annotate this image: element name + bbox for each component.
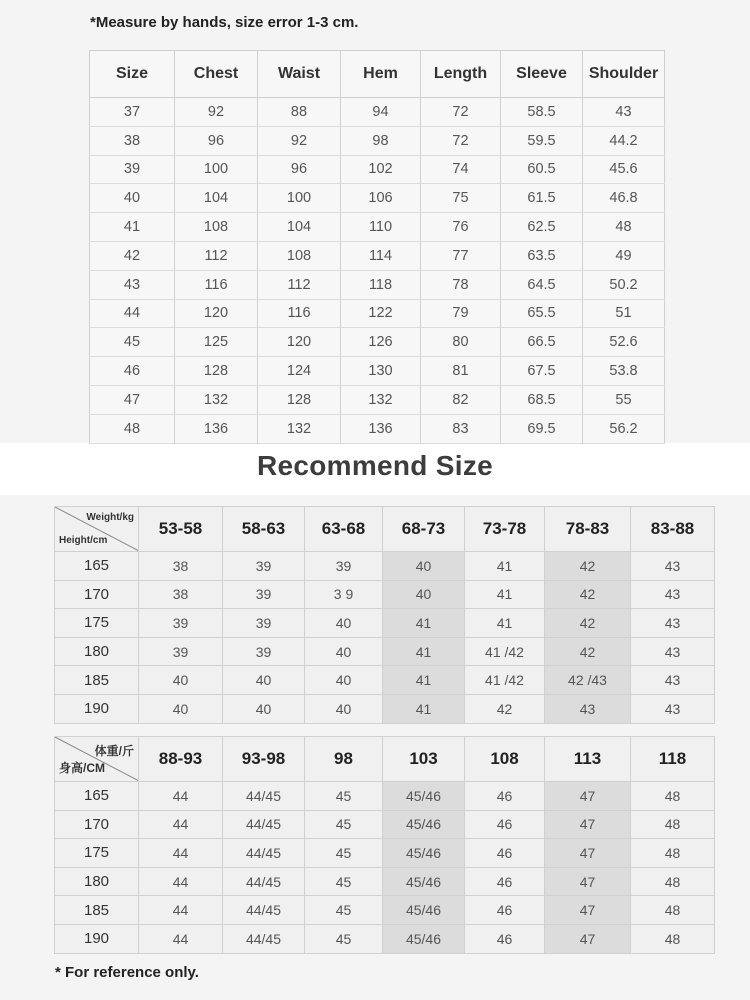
measure-note: *Measure by hands, size error 1-3 cm. [90,14,359,31]
recommend-cell: 45 [305,782,383,811]
size-table-cell: 94 [341,98,421,127]
size-table-cell: 46 [90,357,175,386]
recommend-table-jin-header-row [55,737,715,782]
size-table-cell: 83 [421,414,501,443]
size-table-row [90,155,665,184]
recommend-cell: 44/45 [223,782,305,811]
size-table-cell: 100 [175,155,258,184]
recommend-cell: 44 [139,867,223,896]
size-table-cell: 106 [341,184,421,213]
size-table-cell: 68.5 [501,385,583,414]
weight-header: 78-83 [545,507,631,552]
weight-header: 88-93 [139,737,223,782]
recommend-cell: 46 [465,782,545,811]
size-table-cell: 114 [341,241,421,270]
weight-header: 98 [305,737,383,782]
size-table-cell: 132 [258,414,341,443]
recommend-cell: 45/46 [383,839,465,868]
size-table-cell: 44 [90,299,175,328]
recommend-cell: 42 [465,694,545,723]
size-table [89,50,665,444]
size-table-cell: 38 [90,126,175,155]
size-table-cell: 58.5 [501,98,583,127]
recommend-cell: 43 [631,552,715,581]
weight-header: 103 [383,737,465,782]
size-table-cell: 130 [341,357,421,386]
size-table-cell: 120 [175,299,258,328]
size-table-cell: 50.2 [583,270,665,299]
recommend-cell: 48 [631,810,715,839]
size-table-cell: 63.5 [501,241,583,270]
recommend-cell: 44 [139,810,223,839]
height-row-head: 175 [55,609,139,638]
recommend-cell: 39 [223,580,305,609]
size-table-cell: 65.5 [501,299,583,328]
recommend-cell: 41 [383,609,465,638]
weight-header: 118 [631,737,715,782]
size-table-cell: 40 [90,184,175,213]
recommend-row [55,694,715,723]
recommend-cell: 44/45 [223,924,305,953]
size-table-row [90,385,665,414]
recommend-cell: 44 [139,896,223,925]
size-table-cell: 43 [90,270,175,299]
height-row-head: 190 [55,694,139,723]
size-table-row [90,414,665,443]
table-corner-cell [55,737,139,782]
size-table-cell: 82 [421,385,501,414]
weight-header: 68-73 [383,507,465,552]
recommend-row [55,810,715,839]
recommend-cell: 40 [139,694,223,723]
recommend-cell: 40 [139,666,223,695]
header-chest: Chest [175,51,258,98]
size-table-cell: 69.5 [501,414,583,443]
size-table-cell: 136 [175,414,258,443]
recommend-cell: 39 [223,552,305,581]
size-table-cell: 132 [175,385,258,414]
size-table-cell: 112 [175,241,258,270]
height-row-head: 185 [55,896,139,925]
size-table-cell: 128 [258,385,341,414]
size-table-row [90,241,665,270]
size-table-cell: 55 [583,385,665,414]
recommend-cell: 39 [139,609,223,638]
recommend-cell: 44 [139,782,223,811]
recommend-row [55,637,715,666]
size-table-row [90,98,665,127]
recommend-cell: 45 [305,867,383,896]
size-table-cell: 48 [583,213,665,242]
weight-header: 63-68 [305,507,383,552]
recommend-cell: 47 [545,810,631,839]
recommend-cell: 45 [305,924,383,953]
size-table-cell: 51 [583,299,665,328]
size-table-cell: 59.5 [501,126,583,155]
size-table-cell: 132 [341,385,421,414]
height-row-head: 165 [55,552,139,581]
size-table-cell: 39 [90,155,175,184]
recommend-row [55,839,715,868]
corner-weight-label: 体重/斤 [94,744,134,758]
recommend-cell: 39 [223,637,305,666]
recommend-cell: 47 [545,924,631,953]
height-row-head: 180 [55,637,139,666]
recommend-cell: 38 [139,552,223,581]
recommend-cell: 41 /42 [465,666,545,695]
size-table-cell: 49 [583,241,665,270]
size-table-cell: 126 [341,328,421,357]
size-table-cell: 96 [258,155,341,184]
size-table-cell: 41 [90,213,175,242]
recommend-cell: 45 [305,810,383,839]
size-table-row [90,357,665,386]
recommend-cell: 43 [545,694,631,723]
size-table-cell: 100 [258,184,341,213]
height-row-head: 190 [55,924,139,953]
size-table-cell: 42 [90,241,175,270]
header-sleeve: Sleeve [501,51,583,98]
recommend-row [55,896,715,925]
size-table-cell: 52.6 [583,328,665,357]
recommend-cell: 41 [465,580,545,609]
size-table-cell: 67.5 [501,357,583,386]
size-table-cell: 56.2 [583,414,665,443]
recommend-cell: 46 [465,896,545,925]
size-table-cell: 108 [175,213,258,242]
recommend-cell: 38 [139,580,223,609]
recommend-cell: 3 9 [305,580,383,609]
recommend-cell: 41 /42 [465,637,545,666]
recommend-cell: 42 /43 [545,666,631,695]
recommend-cell: 43 [631,694,715,723]
size-table-cell: 44.2 [583,126,665,155]
recommend-cell: 45 [305,896,383,925]
recommend-size-title: Recommend Size [256,450,494,481]
size-table-row [90,270,665,299]
weight-header: 73-78 [465,507,545,552]
header-hem: Hem [341,51,421,98]
recommend-table-jin [54,736,715,954]
recommend-cell: 45 [305,839,383,868]
recommend-cell: 41 [465,609,545,638]
size-table-row [90,299,665,328]
size-table-cell: 88 [258,98,341,127]
recommend-row [55,552,715,581]
recommend-cell: 39 [139,637,223,666]
recommend-cell: 45/46 [383,867,465,896]
height-row-head: 170 [55,580,139,609]
recommend-cell: 40 [305,666,383,695]
size-table-cell: 112 [258,270,341,299]
recommend-cell: 44 [139,924,223,953]
size-table-cell: 78 [421,270,501,299]
height-row-head: 165 [55,782,139,811]
recommend-cell: 44/45 [223,896,305,925]
table-corner-cell [55,507,139,552]
recommend-cell: 40 [383,552,465,581]
recommend-cell: 43 [631,609,715,638]
recommend-cell: 42 [545,637,631,666]
size-table-cell: 79 [421,299,501,328]
recommend-cell: 44/45 [223,810,305,839]
size-table-cell: 76 [421,213,501,242]
weight-header: 83-88 [631,507,715,552]
recommend-cell: 44/45 [223,867,305,896]
size-table-row [90,328,665,357]
recommend-cell: 39 [223,609,305,638]
recommend-cell: 40 [223,666,305,695]
size-table-cell: 37 [90,98,175,127]
size-table-cell: 43 [583,98,665,127]
size-table-row [90,213,665,242]
size-table-cell: 66.5 [501,328,583,357]
corner-height-label: 身高/CM [59,761,105,775]
recommend-cell: 39 [305,552,383,581]
recommend-cell: 47 [545,896,631,925]
weight-header: 108 [465,737,545,782]
size-table-cell: 61.5 [501,184,583,213]
size-table-cell: 116 [258,299,341,328]
size-table-cell: 48 [90,414,175,443]
size-table-cell: 64.5 [501,270,583,299]
size-table-cell: 45 [90,328,175,357]
recommend-cell: 41 [383,637,465,666]
size-table-cell: 45.6 [583,155,665,184]
size-table-cell: 47 [90,385,175,414]
recommend-cell: 48 [631,782,715,811]
recommend-cell: 40 [305,609,383,638]
size-table-cell: 96 [175,126,258,155]
recommend-cell: 42 [545,552,631,581]
recommend-cell: 41 [465,552,545,581]
recommend-cell: 46 [465,867,545,896]
size-table-cell: 80 [421,328,501,357]
size-table-cell: 124 [258,357,341,386]
recommend-cell: 40 [305,694,383,723]
weight-header: 113 [545,737,631,782]
weight-header: 93-98 [223,737,305,782]
size-table-cell: 104 [175,184,258,213]
size-table-cell: 102 [341,155,421,184]
recommend-cell: 47 [545,839,631,868]
height-row-head: 170 [55,810,139,839]
size-table-cell: 77 [421,241,501,270]
header-size: Size [90,51,175,98]
size-table-cell: 62.5 [501,213,583,242]
size-table-cell: 75 [421,184,501,213]
recommend-cell: 43 [631,666,715,695]
recommend-table-kg-header-row [55,507,715,552]
recommend-row [55,580,715,609]
size-table-cell: 46.8 [583,184,665,213]
recommend-cell: 46 [465,924,545,953]
recommend-cell: 47 [545,782,631,811]
recommend-cell: 45/46 [383,924,465,953]
recommend-cell: 41 [383,694,465,723]
size-table-cell: 74 [421,155,501,184]
size-table-cell: 104 [258,213,341,242]
size-table-cell: 128 [175,357,258,386]
recommend-cell: 44/45 [223,839,305,868]
recommend-cell: 44 [139,839,223,868]
size-table-cell: 72 [421,98,501,127]
recommend-cell: 48 [631,924,715,953]
header-shoulder: Shoulder [583,51,665,98]
height-row-head: 175 [55,839,139,868]
recommend-cell: 45/46 [383,810,465,839]
recommend-row [55,924,715,953]
size-table-row [90,126,665,155]
size-table-cell: 116 [175,270,258,299]
height-row-head: 185 [55,666,139,695]
size-table-cell: 122 [341,299,421,328]
size-table-cell: 110 [341,213,421,242]
recommend-cell: 48 [631,839,715,868]
recommend-row [55,609,715,638]
size-table-cell: 60.5 [501,155,583,184]
header-length: Length [421,51,501,98]
recommend-table-kg [54,506,715,724]
recommend-row [55,782,715,811]
size-table-cell: 118 [341,270,421,299]
recommend-cell: 40 [223,694,305,723]
recommend-cell: 48 [631,896,715,925]
recommend-cell: 42 [545,609,631,638]
recommend-cell: 47 [545,867,631,896]
size-table-cell: 72 [421,126,501,155]
size-table-cell: 53.8 [583,357,665,386]
recommend-cell: 45/46 [383,896,465,925]
size-table-cell: 120 [258,328,341,357]
recommend-cell: 42 [545,580,631,609]
height-row-head: 180 [55,867,139,896]
size-table-cell: 92 [175,98,258,127]
size-table-cell: 81 [421,357,501,386]
corner-height-label: Height/cm [59,535,108,546]
recommend-cell: 45/46 [383,782,465,811]
corner-weight-label: Weight/kg [86,512,134,523]
recommend-cell: 46 [465,810,545,839]
size-table-cell: 92 [258,126,341,155]
size-table-cell: 136 [341,414,421,443]
recommend-cell: 48 [631,867,715,896]
weight-header: 58-63 [223,507,305,552]
recommend-row [55,666,715,695]
header-waist: Waist [258,51,341,98]
reference-note: * For reference only. [55,964,199,981]
size-table-row [90,184,665,213]
size-table-cell: 125 [175,328,258,357]
recommend-cell: 40 [383,580,465,609]
size-table-header-row [90,51,665,98]
weight-header: 53-58 [139,507,223,552]
recommend-cell: 46 [465,839,545,868]
size-table-cell: 108 [258,241,341,270]
recommend-cell: 40 [305,637,383,666]
recommend-row [55,867,715,896]
recommend-cell: 43 [631,637,715,666]
recommend-cell: 41 [383,666,465,695]
recommend-cell: 43 [631,580,715,609]
size-table-cell: 98 [341,126,421,155]
